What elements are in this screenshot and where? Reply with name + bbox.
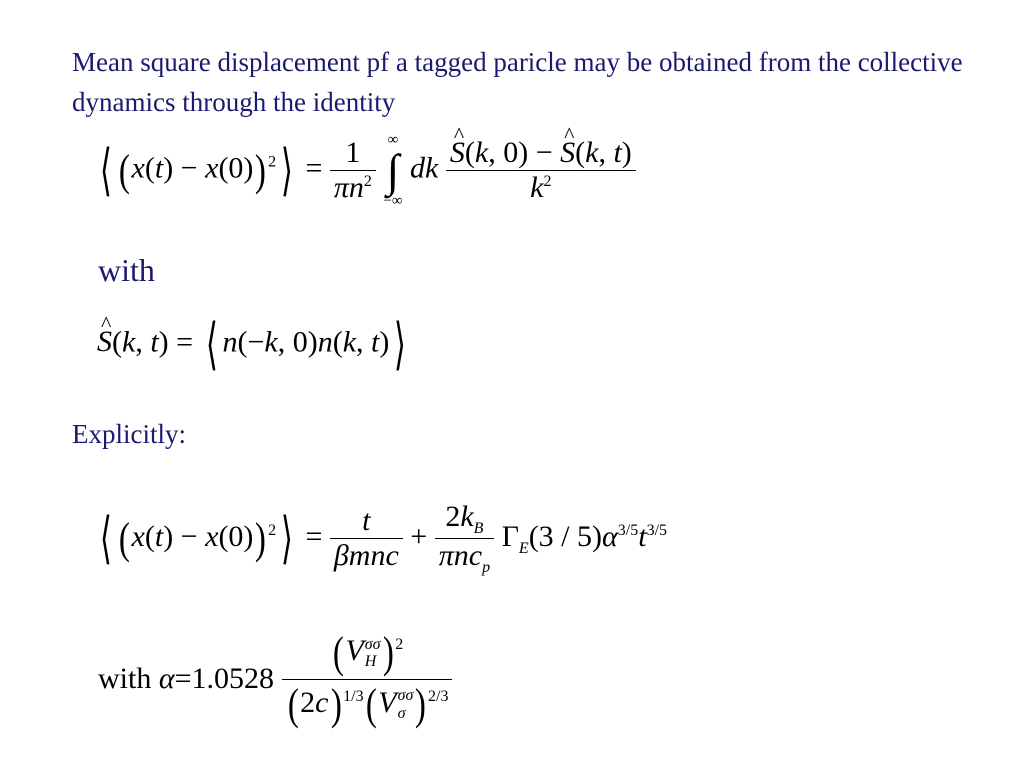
intro-paragraph: Mean square displacement pf a tagged paricle may be obtained from the collective dynamics through the identity (72, 47, 963, 117)
alpha-value: =1.0528 (174, 662, 275, 696)
explicitly-label: Explicitly: (72, 419, 186, 449)
alpha-definition: with α=1.0528 (V σσ H ) $^2$ (2c) $^{1/3}$(V σσ σ ) $^{2/3}$ (98, 628, 452, 730)
equation-msd-explicit: ⟨ (x(t) − x(0)) $^2$⟩ = $\frac{t}{\text{βmnc}}$ + $\frac{2k_B}{\pi nc_p}$ $\Gamma_E(3 / 5)\alpha^{3/5}t^{3/5}$ (99, 500, 668, 577)
with-label: with (98, 252, 155, 288)
equation-msd-identity: ⟨ (x(t) − x(0)) $^2$⟩ = $\frac{1}{\pi n^2}$ ∞ ∫ −∞ dk ^ $\frac{S(k, 0) - \^{} S(k, t)}{k^2}$ (95, 132, 636, 210)
with-alpha-label: with (98, 662, 152, 696)
equation-structure-factor: ^ S(k, t) = ⟨ n(−k, 0)n(k, t)⟩ (97, 312, 411, 377)
